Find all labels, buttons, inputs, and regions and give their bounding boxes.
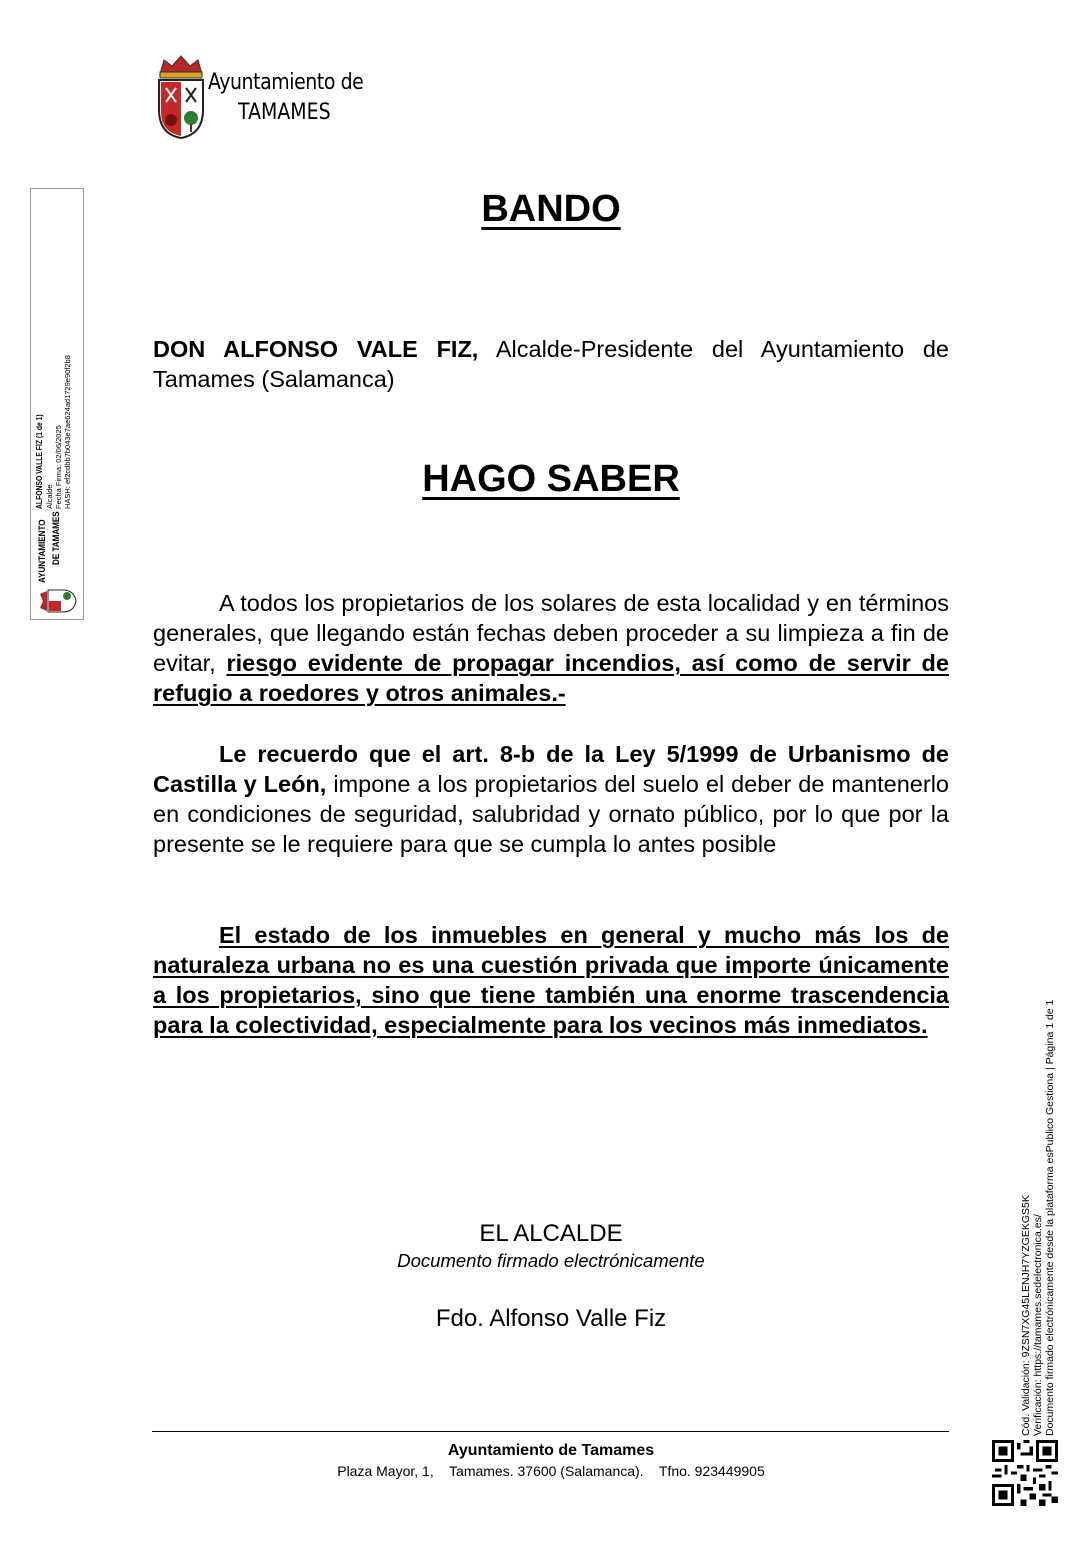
signature-note: Documento firmado electrónicamente <box>397 1250 705 1271</box>
paragraph-3 <box>153 920 949 1040</box>
stamp-signer: ALFONSO VALLE FIZ (1 de 1) <box>35 414 44 509</box>
stamp-org-line-1: AYUNTAMIENTO <box>37 519 48 583</box>
stamp-org-line-2: DE TAMAMES <box>51 511 62 565</box>
logo-line-2: TAMAMES <box>238 100 331 125</box>
paragraph-3-text: El estado de los inmuebles en general y mucho más los de naturaleza urbana no es una cuestión privada que importe únicamente a los propietarios, sino que tiene también una enorme trascendencia para la colectividad, especialmente para los vecinos más inmediatos. <box>153 922 949 1038</box>
paragraph-2-law: Le recuerdo que el art. 8-b de la Ley 5/1999 de Urbanismo de Castilla y León, <box>153 741 949 797</box>
footer-divider <box>152 1431 949 1432</box>
footer-org: Ayuntamiento de Tamames <box>447 1442 655 1459</box>
signature-name: Fdo. Alfonso Valle Fiz <box>435 1305 667 1332</box>
validation-platform: Documento firmado electrónicamente desde la plataforma esPublico Gestiona | Página 1 de 1 <box>1044 999 1056 1436</box>
logo-line-1: Ayuntamiento de <box>208 70 364 95</box>
intro-text: Alcalde-Presidente del Ayuntamiento de Tamames (Salamanca) <box>153 336 949 392</box>
municipal-logo <box>152 52 362 144</box>
paragraph-1-emphasis: riesgo evidente de propagar incendios, así como de servir de refugio a roedores y otros animales.- <box>153 650 949 706</box>
paragraph-1-text: A todos los propietarios de los solares de esta localidad y en términos generales, que llegando están fechas deben proceder a su limpieza a fin de evitar, <box>153 590 949 676</box>
document-subtitle: HAGO SABER <box>422 458 680 500</box>
validation-block <box>1018 960 1066 1436</box>
stamp-hash: HASH: ef2cdbb7b043e7ae624ad1729e90f2b8 <box>63 355 72 509</box>
stamp-coat-of-arms-icon <box>37 587 77 615</box>
paragraph-2 <box>153 739 949 859</box>
signature-stamp <box>30 188 84 620</box>
stamp-role: Alcalde <box>45 484 54 509</box>
validation-code: Cód. Validación: 9ZSN7XG45LENJH7YZGEKGS5K <box>1020 1195 1032 1436</box>
document-title: BANDO <box>481 188 621 230</box>
intro-paragraph <box>153 334 949 394</box>
validation-url: Verificación: https://tamames.sedelectronica.es/ <box>1032 1214 1044 1436</box>
paragraph-2-text: impone a los propietarios del suelo el deber de mantenerlo en condiciones de seguridad, salubridad y ornato público, por lo que por la presente se le requiere para que se cumpla lo antes posible <box>153 771 949 857</box>
coat-of-arms-icon <box>152 52 210 140</box>
paragraph-1 <box>153 588 949 708</box>
qr-code-icon <box>992 1440 1058 1506</box>
mayor-name: DON ALFONSO VALE FIZ, <box>153 336 479 362</box>
footer-address: Plaza Mayor, 1, Tamames. 37600 (Salamanca). Tfno. 923449905 <box>337 1463 765 1479</box>
signature-title: EL ALCALDE <box>479 1220 623 1247</box>
stamp-date: Fecha Firma: 02/06/2025 <box>54 425 63 509</box>
